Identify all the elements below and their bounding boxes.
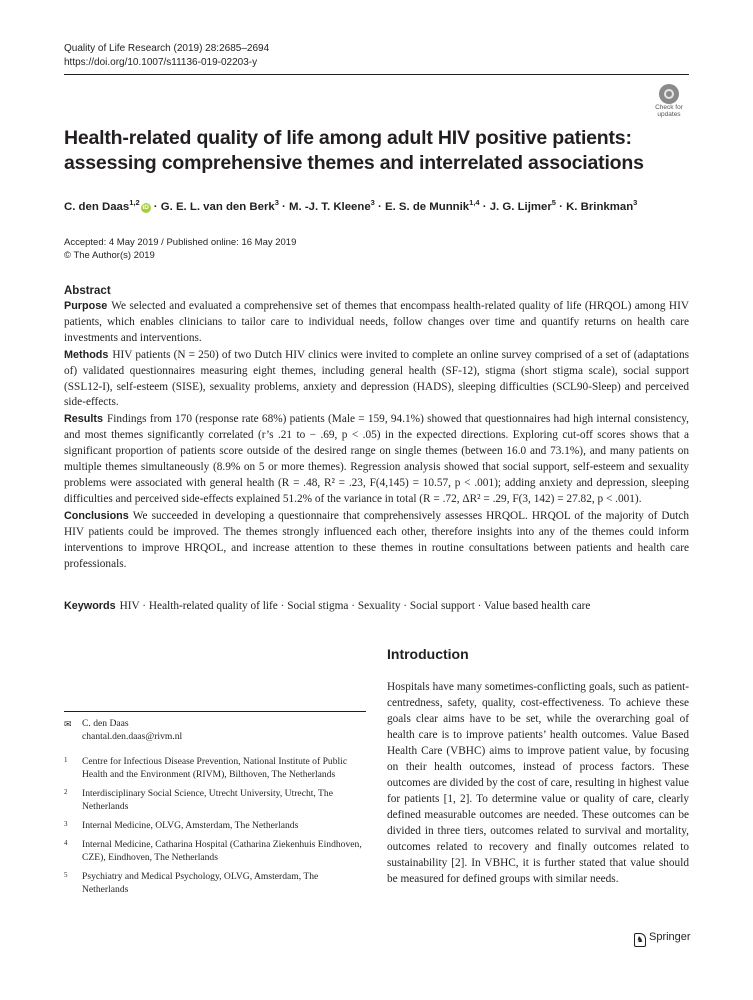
purpose-text: We selected and evaluated a comprehensive set of themes that encompass health-related quality of life (HRQOL) among HIV patients, which enables clinicians to tailor care to individual needs, follow changes over time and quantify returns on health care investments and interventions. [64,300,689,344]
conclusions-text: We succeeded in developing a questionnaire that comprehensively assesses HRQOL. HRQOL of the majority of Dutch HIV patients could be improved. The themes strongly influenced each other, therefore insights into any of the themes could inform interventions to improve HRQOL, and increase attention to these themes in routine consultations between patients and health care professionals. [64,509,689,570]
keywords-label: Keywords [64,600,116,612]
springer-horse-icon: ♞ [634,933,646,947]
abstract-purpose [64,299,689,347]
journal-doi-link[interactable]: https://doi.org/10.1007/s11136-019-02203-y [64,57,258,68]
author-name[interactable]: E. S. de Munnik [384,200,470,213]
methods-text: HIV patients (N = 250) of two Dutch HIV clinics were invited to complete an online survey comprised of a set of (adaptations of) validated questionnaires measuring eight themes, including general health (SF-12), stigma (short stigma scale), social support (SSL12-I), self-esteem (SISE), sexuality problems, anxiety and depression (HADS), sleeping difficulties (SCL90-Sleep) and perceived side-effects. [64,348,689,409]
check-for-updates-badge[interactable] [649,84,689,122]
accepted-date: Accepted: 4 May 2019 / Published online: 16 May 2019 [64,237,297,248]
affiliation-number: 4 [64,839,68,847]
correspondence-email[interactable]: chantal.den.daas@rivm.nl [82,731,183,742]
author-affil: 5 [551,198,556,207]
abstract-conclusions [64,509,689,573]
author-name[interactable]: K. Brinkman [566,200,634,213]
author-separator: · [555,200,567,213]
methods-label: Methods [64,348,109,361]
article-title: Health-related quality of life among adult HIV positive patients: assessing comprehensive themes and interrelated associations [64,127,644,174]
affiliation-number: 3 [64,820,68,828]
author-separator: · [278,200,290,213]
author-affil: 3 [274,198,279,207]
orcid-icon[interactable]: iD [142,203,149,211]
abstract-body [64,299,689,573]
affiliation-number: 1 [64,756,68,764]
author-affil: 3 [633,198,638,207]
copyright-line: © The Author(s) 2019 [64,250,155,261]
affiliation-item [64,755,366,781]
introduction-paragraph: Hospitals have many sometimes-conflicting goals, such as patient-centredness, safety, quality, cost-effectiveness. To achieve these goals clear aims have to be set, while the overarching goal of health care is to improve patients’ health outcomes. Value Based Health Care (VBHC) aims to improve patient value, by focusing on their health outcomes, instead of process factors. These outcomes are divided by the cost of care, resulting in highest value for patients [1, 2]. To determine value or quality of care, clearly defined measurable outcomes are needed. These outcomes can be divided in three tiers, outcomes related to survival and mortality, outcomes related to recovery and finally outcomes related to sustainability [2]. In VBHC, it is further stated that value should be measured for defined groups with similar needs. [387,681,689,885]
publisher-logo [634,931,691,947]
journal-header [64,42,269,70]
affiliation-item [64,819,366,832]
introduction-body [387,679,689,887]
author-separator: · [479,200,490,213]
affiliation-number: 5 [64,871,68,879]
author-name[interactable]: C. den Daas [64,200,130,213]
keywords-text: HIV · Health-related quality of life · Social stigma · Sexuality · Social support · Value based health care [119,600,591,612]
author-separator: · [374,200,385,213]
affiliation-item [64,787,366,813]
author-name[interactable]: J. G. Lijmer [489,200,552,213]
affiliation-text: Centre for Infectious Disease Prevention, National Institute of Public Health and the Environment (RIVM), Bilthoven, The Netherlands [82,756,348,780]
affiliation-text: Internal Medicine, OLVG, Amsterdam, The Netherlands [82,820,299,831]
badge-line1: Check for [655,104,683,111]
author-separator: · [150,200,161,213]
affiliation-text: Interdisciplinary Social Science, Utrecht University, Utrecht, The Netherlands [82,788,333,812]
results-text: Findings from 170 (response rate 68%) patients (Male = 159, 94.1%) showed that questionnaires had high internal consistency, and most themes significantly correlated (r’s .21 to − .69, p < .05) in the expected directions. Exploring cut-off scores shows that a significant proportion of patients score outside of the desired range on single themes (between 16.0 and 73.1%), and many patients on multiple themes simultaneously (8.9% on 5 or more themes). Regression analysis showed that social support, self-esteem and sexuality problems were associated with general health (R = .48, R² = .23, F(4,145) = 10.57, p < .001); adding anxiety and depression, sleeping difficulties and perceived side-effects explained 51.2% of the variance in total (R = .72, ΔR² = .29, F(3, 142) = 27.82, p < .001). [64,413,689,505]
abstract-methods [64,348,689,412]
abstract-heading: Abstract [64,285,111,297]
conclusions-label: Conclusions [64,509,129,522]
correspondence-name: C. den Daas [82,718,129,729]
check-updates-icon [659,84,679,104]
publication-dates [64,236,296,262]
publisher-name: Springer [649,931,691,943]
results-label: Results [64,413,104,426]
affiliation-item [64,838,366,864]
header-rule [64,74,689,75]
author-name[interactable]: M. -J. T. Kleene [289,200,371,213]
affiliation-number: 2 [64,788,68,796]
affiliation-item [64,870,366,896]
journal-citation: Quality of Life Research (2019) 28:2685–2694 [64,43,270,54]
author-affil: 1,2 [129,198,140,207]
author-list [64,198,704,213]
affiliations [64,755,366,902]
introduction-heading: Introduction [387,646,469,662]
author-name[interactable]: G. E. L. van den Berk [160,200,275,213]
abstract-results [64,412,689,507]
author-affil: 1,4 [469,198,480,207]
footnote-rule [64,711,366,712]
affiliation-text: Internal Medicine, Catharina Hospital (Catharina Ziekenhuis Eindhoven, CZE), Eindhoven, The Netherlands [82,839,362,863]
affiliation-text: Psychiatry and Medical Psychology, OLVG, Amsterdam, The Netherlands [82,871,319,895]
author-affil: 3 [370,198,375,207]
envelope-icon: ✉ [64,719,72,729]
purpose-label: Purpose [64,300,108,312]
badge-line2: updates [657,111,681,118]
keywords [64,599,689,614]
